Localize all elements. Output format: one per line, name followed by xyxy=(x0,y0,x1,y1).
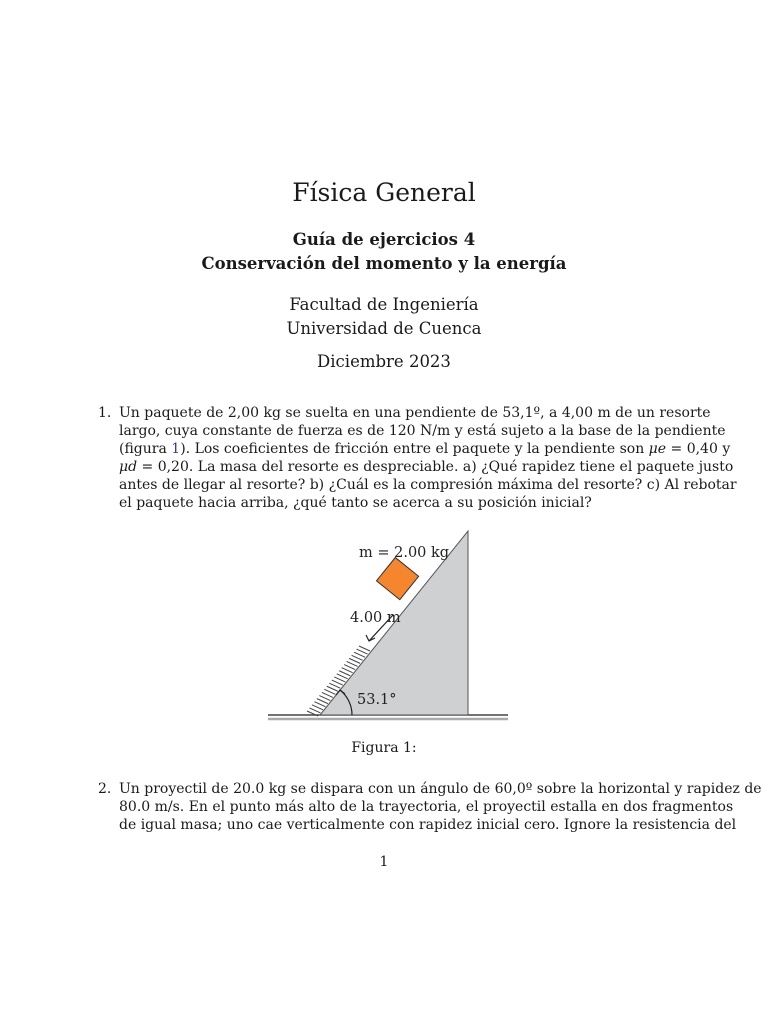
spring-coil xyxy=(344,665,355,670)
page-number: 1 xyxy=(379,854,389,870)
figure-caption: Figura 1: xyxy=(351,740,417,756)
document-date: Diciembre 2023 xyxy=(317,352,451,371)
affiliation xyxy=(0,293,768,341)
problem-number: 1. xyxy=(98,405,112,421)
spring-coil xyxy=(342,668,353,673)
problem-line: el paquete hacia arriba, ¿qué tanto se acerca a su posición inicial? xyxy=(119,495,592,511)
static-friction-symbol: μe xyxy=(648,441,667,457)
spring-coil xyxy=(352,655,363,660)
problem-2 xyxy=(98,780,762,834)
spring-coil xyxy=(339,671,350,676)
problem-line: μd = 0,20. La masa del resorte es despreciable. a) ¿Qué rapidez tiene el paquete justo xyxy=(119,459,734,475)
spring-coil xyxy=(347,661,358,666)
kinetic-friction-symbol: μd xyxy=(119,459,138,475)
spring-coil xyxy=(359,646,370,651)
document-title: Física General xyxy=(292,178,476,207)
university: Universidad de Cuenca xyxy=(286,319,482,338)
problem-line: 80.0 m/s. En el punto más alto de la trayectoria, el proyectil estalla en dos fragmentos xyxy=(119,799,734,815)
spring-coil xyxy=(312,705,323,710)
distance-label: 4.00 m xyxy=(350,610,401,626)
problem-line: (figura 1). Los coeficientes de fricción entre el paquete y la pendiente son μe = 0,40 y xyxy=(119,441,731,457)
spring-coil xyxy=(354,652,365,657)
spring-coil xyxy=(314,702,325,707)
guide-subtitle xyxy=(0,228,768,276)
spring-coil xyxy=(337,674,348,679)
spring-coil xyxy=(327,686,338,691)
guide-number: Guía de ejercicios 4 xyxy=(292,230,476,249)
spring-coil xyxy=(324,689,335,694)
spring-coil xyxy=(357,649,368,654)
spring-coil xyxy=(349,658,360,663)
problem-line: de igual masa; uno cae verticalmente con rapidez inicial cero. Ignore la resistencia del xyxy=(119,817,737,833)
spring-coil xyxy=(319,696,330,701)
spring-coil xyxy=(309,708,320,713)
spring-coil xyxy=(329,683,340,688)
problem-number: 2. xyxy=(98,781,112,797)
spring-coil xyxy=(334,677,345,682)
problem-line: Un proyectil de 20.0 kg se dispara con un ángulo de 60,0º sobre la horizontal y rapidez de xyxy=(119,781,762,797)
package-block xyxy=(376,558,418,600)
faculty: Facultad de Ingeniería xyxy=(289,295,479,314)
problem-1 xyxy=(98,404,737,512)
figure-1-diagram xyxy=(262,527,512,727)
angle-label: 53.1° xyxy=(357,692,397,708)
mass-label: m = 2.00 kg xyxy=(359,545,450,561)
spring-coil xyxy=(317,699,328,704)
guide-topic: Conservación del momento y la energía xyxy=(201,254,567,273)
problem-line: antes de llegar al resorte? b) ¿Cuál es la compresión máxima del resorte? c) Al rebotar xyxy=(119,477,737,493)
figure-reference-link[interactable]: 1 xyxy=(171,441,181,457)
problem-line: Un paquete de 2,00 kg se suelta en una pendiente de 53,1º, a 4,00 m de un resorte xyxy=(119,405,711,421)
spring-coil xyxy=(332,680,343,685)
problem-line: largo, cuya constante de fuerza es de 120 N/m y está sujeto a la base de la pendiente xyxy=(119,423,726,439)
spring-coil xyxy=(322,692,333,697)
